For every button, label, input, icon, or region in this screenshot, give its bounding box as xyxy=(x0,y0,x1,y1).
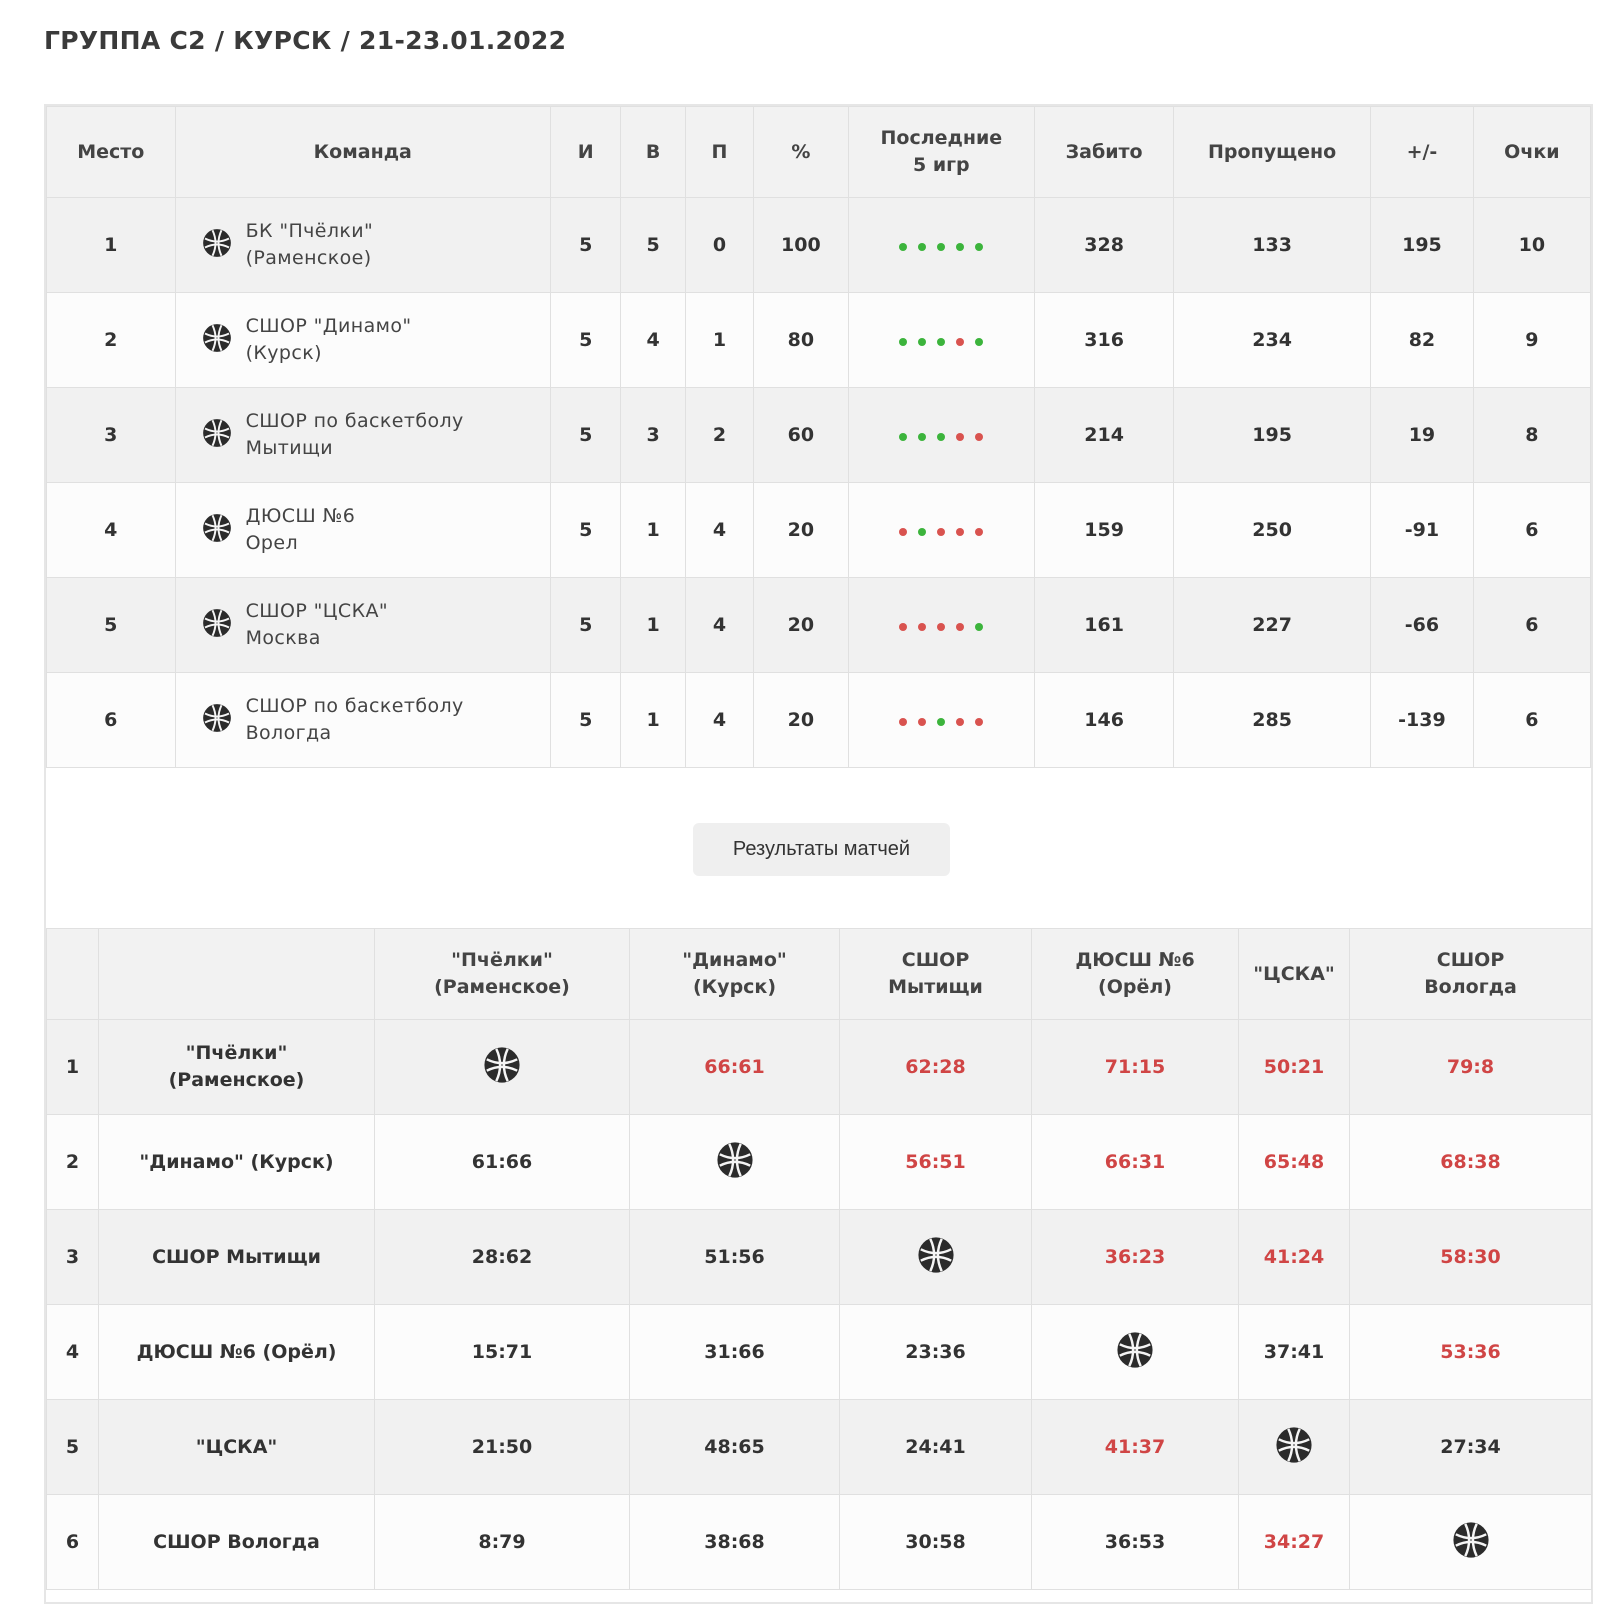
last5-cell xyxy=(848,388,1035,483)
basketball-icon xyxy=(202,703,232,738)
score-cell[interactable]: 36:53 xyxy=(1032,1495,1239,1590)
score-cell[interactable]: 61:66 xyxy=(375,1115,630,1210)
team-cell[interactable] xyxy=(175,483,550,578)
pct-cell: 100 xyxy=(754,198,848,293)
win-dot-icon xyxy=(918,433,926,441)
points-cell: 6 xyxy=(1473,673,1590,768)
team-name: "Динамо" (Курск) xyxy=(99,1115,375,1210)
standings-row xyxy=(47,388,1591,483)
score-cell[interactable]: 79:8 xyxy=(1350,1020,1592,1115)
score-cell[interactable]: 58:30 xyxy=(1350,1210,1592,1305)
diff-cell: 195 xyxy=(1371,198,1474,293)
games-cell: 5 xyxy=(550,673,621,768)
header-opponent: СШОР Вологда xyxy=(1350,929,1592,1020)
header-points: Очки xyxy=(1473,107,1590,198)
win-dot-icon xyxy=(937,433,945,441)
page-title: ГРУППА С2 / КУРСК / 21-23.01.2022 xyxy=(44,26,567,55)
diff-cell: -139 xyxy=(1371,673,1474,768)
pct-cell: 20 xyxy=(754,673,848,768)
team-cell[interactable] xyxy=(175,673,550,768)
standings-header-row xyxy=(47,107,1591,198)
win-dot-icon xyxy=(918,338,926,346)
header-opponent: "Пчёлки" (Раменское) xyxy=(375,929,630,1020)
team-cell[interactable] xyxy=(175,198,550,293)
points-cell: 6 xyxy=(1473,578,1590,673)
last5-cell xyxy=(848,198,1035,293)
basketball-icon xyxy=(483,1046,521,1089)
place-cell: 5 xyxy=(47,578,176,673)
standings-row xyxy=(47,673,1591,768)
score-cell[interactable]: 65:48 xyxy=(1239,1115,1350,1210)
loss-dot-icon xyxy=(956,623,964,631)
self-match-cell xyxy=(375,1020,630,1115)
losses-cell: 1 xyxy=(685,293,753,388)
scored-cell: 159 xyxy=(1035,483,1174,578)
score-cell[interactable]: 24:41 xyxy=(840,1400,1032,1495)
win-dot-icon xyxy=(918,243,926,251)
score-cell[interactable]: 37:41 xyxy=(1239,1305,1350,1400)
standings-table xyxy=(46,106,1591,768)
score-cell[interactable]: 41:37 xyxy=(1032,1400,1239,1495)
basketball-icon xyxy=(202,323,232,358)
basketball-icon xyxy=(716,1141,754,1184)
row-number: 6 xyxy=(47,1495,99,1590)
pct-cell: 80 xyxy=(754,293,848,388)
header-conceded: Пропущено xyxy=(1174,107,1371,198)
score-cell[interactable]: 23:36 xyxy=(840,1305,1032,1400)
score-cell[interactable]: 38:68 xyxy=(630,1495,840,1590)
score-cell[interactable]: 21:50 xyxy=(375,1400,630,1495)
conceded-cell: 250 xyxy=(1174,483,1371,578)
loss-dot-icon xyxy=(899,528,907,536)
pct-cell: 60 xyxy=(754,388,848,483)
team-name: ДЮСШ №6 Орел xyxy=(245,505,356,554)
basketball-icon xyxy=(1275,1426,1313,1469)
team-name: "ЦСКА" xyxy=(99,1400,375,1495)
header-opponent: СШОР Мытищи xyxy=(840,929,1032,1020)
score-cell[interactable]: 66:31 xyxy=(1032,1115,1239,1210)
games-cell: 5 xyxy=(550,483,621,578)
win-dot-icon xyxy=(975,623,983,631)
score-cell[interactable]: 15:71 xyxy=(375,1305,630,1400)
loss-dot-icon xyxy=(975,433,983,441)
score-cell[interactable]: 51:56 xyxy=(630,1210,840,1305)
header-empty xyxy=(99,929,375,1020)
loss-dot-icon xyxy=(956,433,964,441)
win-dot-icon xyxy=(899,433,907,441)
standings-row xyxy=(47,483,1591,578)
points-cell: 6 xyxy=(1473,483,1590,578)
wins-cell: 4 xyxy=(621,293,685,388)
tables-container xyxy=(44,104,1593,1604)
place-cell: 3 xyxy=(47,388,176,483)
score-cell[interactable]: 27:34 xyxy=(1350,1400,1592,1495)
conceded-cell: 195 xyxy=(1174,388,1371,483)
self-match-cell xyxy=(1239,1400,1350,1495)
pct-cell: 20 xyxy=(754,578,848,673)
loss-dot-icon xyxy=(956,528,964,536)
losses-cell: 4 xyxy=(685,578,753,673)
loss-dot-icon xyxy=(937,528,945,536)
win-dot-icon xyxy=(899,243,907,251)
pct-cell: 20 xyxy=(754,483,848,578)
last5-cell xyxy=(848,578,1035,673)
header-last-5-games: Последние 5 игр xyxy=(848,107,1035,198)
score-cell[interactable]: 30:58 xyxy=(840,1495,1032,1590)
wins-cell: 3 xyxy=(621,388,685,483)
header-scored: Забито xyxy=(1035,107,1174,198)
standings-row xyxy=(47,578,1591,673)
results-row xyxy=(47,1210,1592,1305)
match-results-button[interactable]: Результаты матчей xyxy=(693,823,950,876)
scored-cell: 161 xyxy=(1035,578,1174,673)
row-number: 3 xyxy=(47,1210,99,1305)
self-match-cell xyxy=(630,1115,840,1210)
score-cell[interactable]: 62:28 xyxy=(840,1020,1032,1115)
results-table xyxy=(46,928,1592,1590)
score-cell[interactable]: 66:61 xyxy=(630,1020,840,1115)
score-cell[interactable]: 53:36 xyxy=(1350,1305,1592,1400)
header-opponent: "Динамо" (Курск) xyxy=(630,929,840,1020)
loss-dot-icon xyxy=(899,718,907,726)
team-name: "Пчёлки" (Раменское) xyxy=(99,1020,375,1115)
scored-cell: 146 xyxy=(1035,673,1174,768)
loss-dot-icon xyxy=(975,718,983,726)
diff-cell: -66 xyxy=(1371,578,1474,673)
team-name: СШОР Мытищи xyxy=(99,1210,375,1305)
score-cell[interactable]: 50:21 xyxy=(1239,1020,1350,1115)
basketball-icon xyxy=(202,608,232,643)
results-row xyxy=(47,1020,1592,1115)
basketball-icon xyxy=(202,228,232,263)
loss-dot-icon xyxy=(918,718,926,726)
header-opponent: "ЦСКА" xyxy=(1239,929,1350,1020)
team-name: СШОР "ЦСКА" Москва xyxy=(245,600,388,649)
diff-cell: 82 xyxy=(1371,293,1474,388)
win-dot-icon xyxy=(899,338,907,346)
loss-dot-icon xyxy=(937,623,945,631)
last5-cell xyxy=(848,293,1035,388)
row-number: 2 xyxy=(47,1115,99,1210)
results-row xyxy=(47,1305,1592,1400)
points-cell: 9 xyxy=(1473,293,1590,388)
team-name: СШОР Вологда xyxy=(99,1495,375,1590)
games-cell: 5 xyxy=(550,388,621,483)
win-dot-icon xyxy=(937,243,945,251)
basketball-icon xyxy=(1116,1331,1154,1374)
team-name: БК "Пчёлки" (Раменское) xyxy=(245,220,374,269)
header-games: И xyxy=(550,107,621,198)
win-dot-icon xyxy=(956,243,964,251)
wins-cell: 5 xyxy=(621,198,685,293)
header-difference: +/- xyxy=(1371,107,1474,198)
team-cell[interactable] xyxy=(175,293,550,388)
score-cell[interactable]: 68:38 xyxy=(1350,1115,1592,1210)
header-percent: % xyxy=(754,107,848,198)
basketball-icon xyxy=(202,513,232,548)
team-name: СШОР "Динамо" (Курск) xyxy=(245,315,412,364)
place-cell: 6 xyxy=(47,673,176,768)
scored-cell: 214 xyxy=(1035,388,1174,483)
standings-row xyxy=(47,293,1591,388)
team-cell[interactable] xyxy=(175,578,550,673)
score-cell[interactable]: 71:15 xyxy=(1032,1020,1239,1115)
points-cell: 8 xyxy=(1473,388,1590,483)
win-dot-icon xyxy=(918,528,926,536)
score-cell[interactable]: 28:62 xyxy=(375,1210,630,1305)
wins-cell: 1 xyxy=(621,578,685,673)
wins-cell: 1 xyxy=(621,483,685,578)
row-number: 5 xyxy=(47,1400,99,1495)
team-name: ДЮСШ №6 (Орёл) xyxy=(99,1305,375,1400)
losses-cell: 4 xyxy=(685,483,753,578)
conceded-cell: 234 xyxy=(1174,293,1371,388)
team-cell[interactable] xyxy=(175,388,550,483)
self-match-cell xyxy=(1350,1495,1592,1590)
last5-cell xyxy=(848,673,1035,768)
games-cell: 5 xyxy=(550,293,621,388)
results-row xyxy=(47,1400,1592,1495)
loss-dot-icon xyxy=(956,718,964,726)
basketball-icon xyxy=(917,1236,955,1279)
scored-cell: 316 xyxy=(1035,293,1174,388)
results-button-row xyxy=(46,823,1591,876)
score-cell[interactable]: 48:65 xyxy=(630,1400,840,1495)
standings-row xyxy=(47,198,1591,293)
self-match-cell xyxy=(1032,1305,1239,1400)
results-header-row xyxy=(47,929,1592,1020)
win-dot-icon xyxy=(937,338,945,346)
row-number: 1 xyxy=(47,1020,99,1115)
score-cell[interactable]: 41:24 xyxy=(1239,1210,1350,1305)
conceded-cell: 227 xyxy=(1174,578,1371,673)
loss-dot-icon xyxy=(956,338,964,346)
header-losses: П xyxy=(685,107,753,198)
loss-dot-icon xyxy=(918,623,926,631)
conceded-cell: 285 xyxy=(1174,673,1371,768)
losses-cell: 0 xyxy=(685,198,753,293)
row-number: 4 xyxy=(47,1305,99,1400)
points-cell: 10 xyxy=(1473,198,1590,293)
header-empty xyxy=(47,929,99,1020)
losses-cell: 4 xyxy=(685,673,753,768)
results-row xyxy=(47,1115,1592,1210)
wins-cell: 1 xyxy=(621,673,685,768)
win-dot-icon xyxy=(975,243,983,251)
conceded-cell: 133 xyxy=(1174,198,1371,293)
results-row xyxy=(47,1495,1592,1590)
header-team: Команда xyxy=(175,107,550,198)
score-cell[interactable]: 56:51 xyxy=(840,1115,1032,1210)
basketball-icon xyxy=(1452,1521,1490,1564)
win-dot-icon xyxy=(937,718,945,726)
loss-dot-icon xyxy=(899,623,907,631)
loss-dot-icon xyxy=(975,528,983,536)
diff-cell: 19 xyxy=(1371,388,1474,483)
last5-cell xyxy=(848,483,1035,578)
place-cell: 2 xyxy=(47,293,176,388)
header-opponent: ДЮСШ №6 (Орёл) xyxy=(1032,929,1239,1020)
place-cell: 4 xyxy=(47,483,176,578)
header-wins: В xyxy=(621,107,685,198)
score-cell[interactable]: 31:66 xyxy=(630,1305,840,1400)
score-cell[interactable]: 34:27 xyxy=(1239,1495,1350,1590)
losses-cell: 2 xyxy=(685,388,753,483)
basketball-icon xyxy=(202,418,232,453)
score-cell[interactable]: 8:79 xyxy=(375,1495,630,1590)
team-name: СШОР по баскетболу Вологда xyxy=(245,695,464,744)
score-cell[interactable]: 36:23 xyxy=(1032,1210,1239,1305)
games-cell: 5 xyxy=(550,198,621,293)
diff-cell: -91 xyxy=(1371,483,1474,578)
self-match-cell xyxy=(840,1210,1032,1305)
games-cell: 5 xyxy=(550,578,621,673)
win-dot-icon xyxy=(975,338,983,346)
header-place: Место xyxy=(47,107,176,198)
team-name: СШОР по баскетболу Мытищи xyxy=(245,410,464,459)
place-cell: 1 xyxy=(47,198,176,293)
scored-cell: 328 xyxy=(1035,198,1174,293)
